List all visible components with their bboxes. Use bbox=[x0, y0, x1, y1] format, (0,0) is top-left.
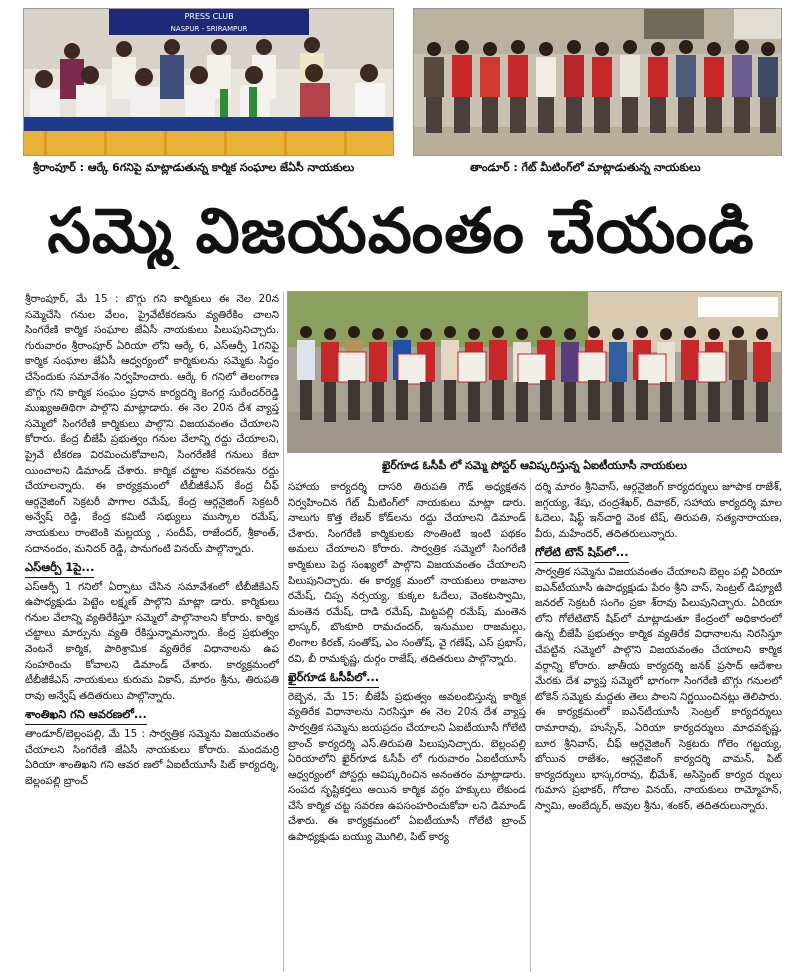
banner-subtitle: NASPUR - SRIRAMPUR bbox=[170, 25, 248, 33]
article-paragraph: శ్రీరాంపూర్‌, మే 15 : బొగ్గు గని కార్మికులు ఈ నెల 20న సమ్మెచేసి గనుల వేలం, ప్రైవేటీకరణను వ్యతిరేకిం చాలని సింగరేణి కార్మిక సంఘాల జేఏసీ నాయకులు పిలుపునిచ్చారు. గురువారం శ్రీరాంపూర్‌ ఏరియా లోని ఆర్కే 6, ఎస్‌ఆర్పీ 1గనిపై కార్మిక సంఘాల జేఏసీ ఆధ్వర్యంలో కార్మికులను సమ్మెకు సిద్ధం చేసేందుకు సమావేశం నిర్వహించారు. ఆర్కే 6 గనిలో తెలంగాణ బొగ్గు గని కార్మిక సంఘం ప్రధాన కార్యదర్శి కెంగర్ల సురేందర్‌రెడ్డి ముఖ్యఅతిథిగా పాల్గొని మాట్లాడారు. ఈ నెల 20న దేశ వ్యాప్త సమ్మెలో సింగరేణి కార్మికులు పాల్గొని విజయవంతం చేయాలని కోరారు. కేంద్ర బీజేపీ ప్రభుత్వం గనుల వేలాన్ని రద్దు చేయాలని, ప్రైవే టీకరణ విరమించుకోవాలని, సింగరేణికే గనులు కేటా యించాలని డిమాండ్‌ చేశారు. కార్మిక చట్టాల సవరణను రద్దు చేయాలన్నారు. ఈ కార్యక్రమంలో టీబీజీకేఎస్‌ కేంద్ర చీఫ్‌ ఆర్గనైజింగ్‌ సెక్రటరీ పాగాల రమేష్‌, కేంద్ర ఆర్గనైజింగ్‌ సెక్రటరీ అన్వేష్‌ రెడ్డి, కేంద్ర కమిటీ సభ్యులు ముస్కాల రమేష్‌, నాయకులు రాంటెంకి మల్లయ్య , సందీప్‌, రాజేందర్‌, శ్రీకాంత్‌, సదానందం, మనిదర్‌ రెడ్డి, పానుగంటి వినయ్‌ పాల్గొన్నారు. bbox=[25, 293, 279, 555]
photo-press-meet bbox=[23, 8, 394, 156]
banner-title: PRESS CLUB bbox=[184, 12, 234, 21]
subheading: గోలేటి టౌన్‌ షిప్‌లో... bbox=[535, 545, 629, 563]
headline: సమ్మె విజయవంతం చేయండి bbox=[47, 194, 755, 267]
photo-gate-meeting bbox=[413, 8, 782, 156]
article-paragraph: రెబ్బెన, మే 15: బీజేపీ ప్రభుత్వం అవలంబిస్తున్న కార్మిక వ్యతిరేక విధానాలను నిరసిస్తూ ఈ నెల 20న దేశ వ్యాప్త సార్వత్రిక సమ్మెను జయప్రదం చేయాలని ఏఐటీయూసీ గోలేటి బ్రాంచ్‌ కార్యదర్శి ఎస్‌.తిరుపతి పిలుపునిచ్చారు. బెల్లంపల్లి ఏరియాలోని ఖైర్‌గూడ ఓసీపీ లో గురువారం ఏఐటీయూసీ ఆధ్వర్యంలో పోస్టర్లు ఆవిష్కరించిన అనంతరం మాట్లాడారు. సంపద సృష్టికర్తలు అయిన కార్మిక వర్గం హక్కులు లేకుండ చేసే కార్మిక చట్ట సవరణ ఉపసంహరించుకోవా లని డిమాండ్‌ చేశారు. ఈ కార్యక్రమంలో ఏఐటీయూసీ గోలేటి బ్రాంచ్‌ ఉపాధ్యక్షుడు బయ్యు మొగిలి, పిట్‌ కార్య bbox=[288, 690, 526, 844]
column-divider bbox=[530, 478, 531, 972]
photo-poster-release bbox=[287, 291, 782, 453]
caption-photo-gate-meeting: తాండూర్‌ : గేట్‌ మీటింగ్‌లో మాట్లాడుతున్న నాయకులు bbox=[470, 161, 701, 174]
subheading: ఖైర్‌గూడ ఓసీపీలో... bbox=[288, 670, 379, 688]
article-paragraph: ఎస్‌ఆర్పీ 1 గనిలో ఏర్పాటు చేసిన సమావేశంలో టీబీజీకేఎస్‌ ఉపాధ్యక్షుడు పెట్టెం లక్ష్మణ్‌ పాల్గొని మాట్లా డారు. కార్మికులు గనుల వేలాన్ని వ్యతిరేకిస్తూ సమ్మెలో పాల్గొనాలని కోరారు. కార్మిక చట్టాలు మార్పును వ్యతి రేకిస్తున్నామన్నారు. కేంద్ర ప్రభుత్వం వెంటనే కార్మిక, పారిశ్రామిక వ్యతిరేక విధానాలను ఉప సంహరించు కోవాలని డిమాండ్‌ చేశారు. కార్యక్రమంలో టీబీజీకేఎస్‌ నాయకులు కురుమ వికాస్‌, మారం శ్రీను, తిరుపతి రావు అన్వేష్‌ తదితరులు పాల్గొన్నారు. bbox=[25, 580, 279, 702]
caption-photo-poster-release: ఖైర్‌గూడ ఓసీపీ లో సమ్మె పోస్టర్‌ ఆవిష్కరిస్తున్న ఏఐటీయూసీ నాయకులు bbox=[382, 459, 687, 472]
article-paragraph: దర్శి మారం శ్రీనివాస్‌, ఆర్గనైజింగ్‌ కార్యదర్శులు జూపాక రాజేశ్‌, జగ్గయ్య, శేషు, చంద్రశేఖర్‌, దివాకర్‌, సహాయ కార్యదర్శి మాల ఓదెలు, షిఫ్ట్‌ ఇన్‌చార్జి వెంక టేష్‌, తిరుపతి, సత్యనారాయణ, వీరు, మహేందర్‌, తదితరులున్నారు. bbox=[535, 481, 782, 540]
article-column-3 bbox=[535, 480, 782, 974]
article-column-2 bbox=[288, 480, 526, 974]
column-divider bbox=[283, 292, 284, 972]
caption-photo-press-meet: శ్రీరాంపూర్‌ : ఆర్కే 6గనిపై మాట్లాడుతున్న కార్మిక సంఘాల జేఏసీ నాయకులు bbox=[33, 161, 355, 174]
subheading: ఎస్‌ఆర్పీ 1పై... bbox=[25, 560, 94, 578]
article-paragraph: సార్వత్రిక సమ్మెను విజయవంతం చేయాలని బెల్లం పల్లి ఏరియా ఐఎన్‌టీయూసీ ఉపాధ్యక్షుడు పేరం శ్రీని వాస్‌, సెంట్రల్‌ డిప్యూటీ జనరల్‌ సెక్రటరీ సంగెం ప్రకా శ్‌రావు పిలుపునిచ్చారు. ఏరియా లోని గోలేటిటౌన్‌ షిప్‌లో మాట్లాడుతూ కేంద్రంలో అధికారంలో ఉన్న బీజేపీ ప్రభుత్వం కార్మిక వ్యతిరేక విధానాలను నిరసిస్తూ చేపట్టిన సమ్మెలో పాల్గొని విజయవంతం చేయాలని కార్మిక వర్గాన్ని కోరారు. జాతీయ కార్యదర్శి జనక్‌ ప్రసాద్‌ ఆదేశాల మేరకు దేశ వ్యాప్త సమ్మెలో భాగంగా సింగరేణి బొగ్గు గనులలో టోకెన్‌ సమ్మెకు మద్దతు తెలు పాలని నిర్ణయించినట్లు తెలిపారు. ఈ కార్యక్రమంలో ఐఎన్‌టీయూసీ సెంట్రల్‌ కార్యదర్శులు రామారావు, హుస్సేన్‌, ఏరియా కార్యదర్శులు మాధవకృష్ణ, బూర శ్రీనివాస్‌, చీఫ్‌ ఆర్గనైజింగ్‌ సెక్రటరు గోలెం గట్టయ్య, బోయిన రాజేశం, ఆర్గనైజింగ్‌ కార్యదర్శి వామన్‌, పిట్‌ కార్యదర్శులు భాస్కరరావు, భీమేశ్‌, అసిస్టెంట్‌ కార్యద ర్శులు గుమాస ప్రభాకర్‌, గోదాల వినయ్‌, నాయకులు రామ్మోహన్‌, స్వామి, అంబేద్కర్‌, అవుల శ్రీను, శంకర్‌, తదితరులున్నారు. bbox=[535, 565, 782, 812]
subheading: శాంతిఖని గని ఆవరణలో... bbox=[25, 707, 147, 725]
article-column-1 bbox=[25, 292, 279, 974]
article-paragraph: తాండూర్‌/బెల్లంపల్లి, మే 15 : సార్వత్రిక సమ్మెను విజయవంతం చేయాలని సింగరేణి జేఏసీ నాయకులు కోరారు. మందమర్రి ఏరియా శాంతిఖని గని ఆవర ణలో ఏఐటీయూసీ పిట్‌ కార్యదర్శి, బెల్లంపల్లి బ్రాంచ్‌ bbox=[25, 728, 279, 787]
article-paragraph: సహాయ కార్యదర్శి దాసరి తిరుపతి గౌడ్‌ అధ్యక్షతన నిర్వహించిన గేట్‌ మీటింగ్‌లో నాయకులు మాట్లా డారు. నాలుగు కొత్త లేబర్‌ కోడ్‌లను రద్దు చేయాలని డిమాండ్‌ చేశారు. సింగరేణి కార్మికులకు సొంతింటి ఇంటి పథకం అమలు చేయాలని కోరారు. సార్వత్రిక సమ్మెలో సింగరేణి కార్మికులు పెద్ద సంఖ్యలో పాల్గొని విజయవంతం చేయాలని పిలుపునిచ్చారు. ఈ కార్యక్ర మంలో నాయకులు రాజనాల రమేష్‌, చిప్ప నర్సయ్య, కుక్కల ఓదేలు, వెంకటస్వామి, మంతెన రమేష్‌, దాడి రమేష్‌, మిట్టపల్లి రమేష్‌, మంతెన భాస్కర్‌, బొంకూరి రామచందర్‌, ఇనుముల రాజమల్లు, లింగాల కిరణ్‌, సంతోష్‌, ఎం సంతోష్‌, వై గణేష్‌, ఎస్‌ ప్రభాస్‌, రవి, బీ రామకృష్ణ, దుర్గం రాజేష్‌, తదితరులు పాల్గొన్నారు. bbox=[288, 481, 526, 665]
